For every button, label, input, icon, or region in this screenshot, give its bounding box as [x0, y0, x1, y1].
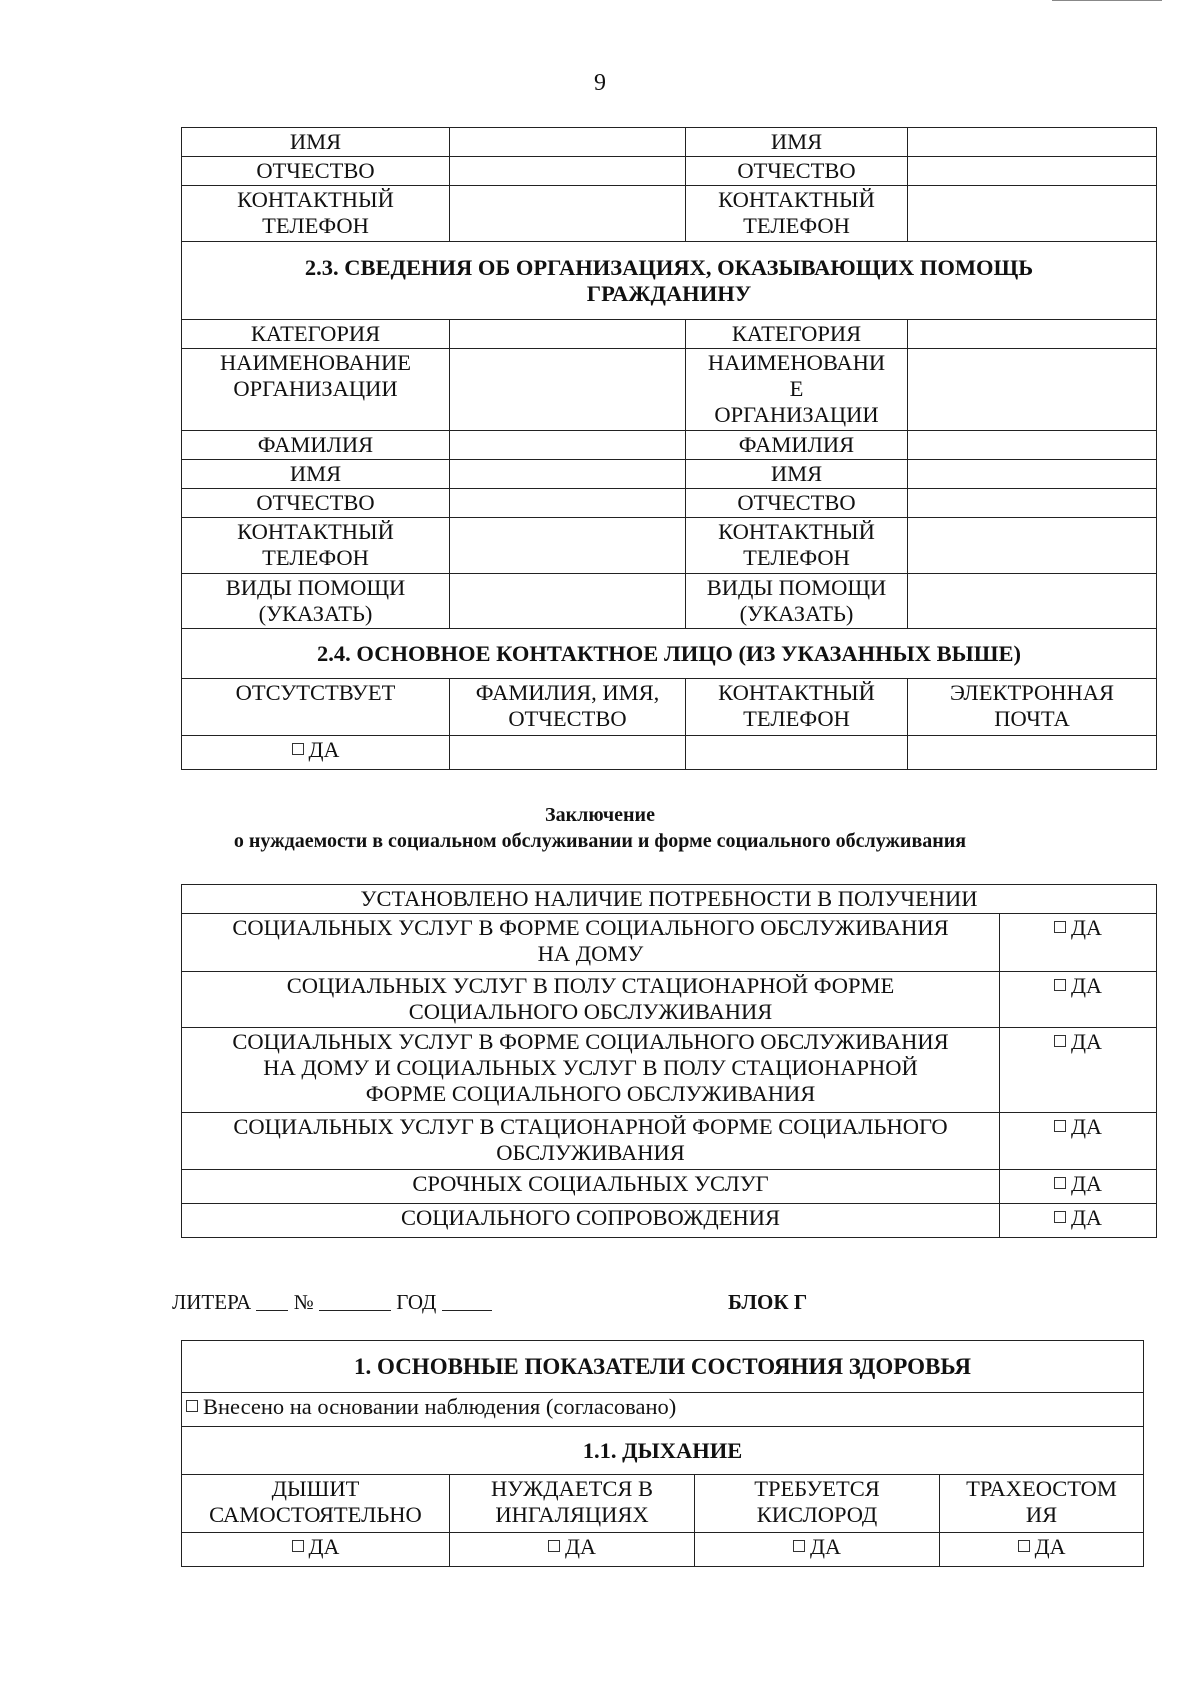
checkbox-icon — [548, 1540, 560, 1552]
service-label: СОЦИАЛЬНЫХ УСЛУГ В ФОРМЕ СОЦИАЛЬНОГО ОБСЛУЖИВАНИЯ НА ДОМУ И СОЦИАЛЬНЫХ УСЛУГ В ПОЛУ СТАЦИОНАРНОЙ ФОРМЕ СОЦИАЛЬНОГО ОБСЛУЖИВАНИЯ — [182, 1028, 1000, 1113]
phone-field[interactable] — [908, 518, 1157, 574]
table-row — [182, 914, 1157, 972]
table-row — [182, 1028, 1157, 1113]
name-field[interactable] — [450, 460, 686, 489]
service-label: СРОЧНЫХ СОЦИАЛЬНЫХ УСЛУГ — [182, 1170, 1000, 1204]
tracheostomy-header: ТРАХЕОСТОМ ИЯ — [940, 1475, 1144, 1533]
number-label: № — [293, 1290, 314, 1314]
surname-field[interactable] — [450, 431, 686, 460]
category-field[interactable] — [908, 320, 1157, 349]
phone-field[interactable] — [908, 186, 1157, 242]
needs-inhalation-header: НУЖДАЕТСЯ В ИНГАЛЯЦИЯХ — [450, 1475, 695, 1533]
litera-label: ЛИТЕРА — [172, 1290, 252, 1314]
litera-field[interactable] — [256, 1290, 288, 1311]
health-table — [181, 1340, 1144, 1567]
checkbox-icon — [1054, 1211, 1066, 1223]
table-row — [182, 1475, 1144, 1533]
table-row — [182, 1170, 1157, 1204]
phone-header: КОНТАКТНЫЙ ТЕЛЕФОН — [686, 679, 908, 736]
checkbox-icon — [292, 743, 304, 755]
name-label: ИМЯ — [686, 460, 908, 489]
name-field[interactable] — [908, 460, 1157, 489]
breathes-independently-header: ДЫШИТ САМОСТОЯТЕЛЬНО — [182, 1475, 450, 1533]
table-row — [182, 736, 1157, 770]
fio-header: ФАМИЛИЯ, ИМЯ, ОТЧЕСТВО — [450, 679, 686, 736]
patronymic-field[interactable] — [450, 489, 686, 518]
conclusion-heading — [0, 802, 1200, 854]
yes-checkbox[interactable]: ДА — [450, 1533, 695, 1567]
table-row — [182, 320, 1157, 349]
org-name-field[interactable] — [908, 349, 1157, 431]
org-name-label: НАИМЕНОВАНИЕ ОРГАНИЗАЦИИ — [182, 349, 450, 431]
service-label: СОЦИАЛЬНЫХ УСЛУГ В ПОЛУ СТАЦИОНАРНОЙ ФОРМЕ СОЦИАЛЬНОГО ОБСЛУЖИВАНИЯ — [182, 972, 1000, 1028]
yes-checkbox[interactable]: ДА — [182, 1533, 450, 1567]
phone-field[interactable] — [686, 736, 908, 770]
patronymic-label: ОТЧЕСТВО — [182, 157, 450, 186]
phone-label: КОНТАКТНЫЙ ТЕЛЕФОН — [686, 186, 908, 242]
year-label: ГОД — [396, 1290, 437, 1314]
contacts-table — [181, 127, 1157, 770]
patronymic-label: ОТЧЕСТВО — [686, 157, 908, 186]
table-row — [182, 1533, 1144, 1567]
table-row — [182, 518, 1157, 574]
table-row — [182, 679, 1157, 736]
table-row — [182, 460, 1157, 489]
table-row — [182, 1427, 1144, 1475]
patronymic-field[interactable] — [908, 157, 1157, 186]
breathing-heading: 1.1. ДЫХАНИЕ — [182, 1427, 1144, 1475]
table-row — [182, 1341, 1144, 1393]
table-row — [182, 242, 1157, 320]
observation-checkbox[interactable]: Внесено на основании наблюдения (согласовано) — [182, 1393, 1144, 1427]
table-row — [182, 186, 1157, 242]
help-types-field[interactable] — [908, 574, 1157, 629]
table-row — [182, 629, 1157, 679]
surname-field[interactable] — [908, 431, 1157, 460]
litera-line — [172, 1290, 492, 1315]
conclusion-subtitle: о нуждаемости в социальном обслуживании и форме социального обслуживания — [233, 830, 967, 852]
checkbox-icon — [1054, 1120, 1066, 1132]
org-name-field[interactable] — [450, 349, 686, 431]
needs-table — [181, 884, 1157, 1238]
help-types-label: ВИДЫ ПОМОЩИ (УКАЗАТЬ) — [686, 574, 908, 629]
conclusion-title: Заключение — [545, 804, 655, 826]
table-row — [182, 489, 1157, 518]
help-types-field[interactable] — [450, 574, 686, 629]
surname-label: ФАМИЛИЯ — [182, 431, 450, 460]
table-row — [182, 574, 1157, 629]
name-label: ИМЯ — [686, 128, 908, 157]
phone-label: КОНТАКТНЫЙ ТЕЛЕФОН — [182, 186, 450, 242]
service-label: СОЦИАЛЬНОГО СОПРОВОЖДЕНИЯ — [182, 1204, 1000, 1238]
section-heading-2-3: 2.3. СВЕДЕНИЯ ОБ ОРГАНИЗАЦИЯХ, ОКАЗЫВАЮЩИХ ПОМОЩЬ ГРАЖДАНИНУ — [182, 242, 1157, 320]
checkbox-icon — [1054, 1177, 1066, 1189]
checkbox-icon — [186, 1400, 198, 1412]
yes-checkbox[interactable]: ДА — [1000, 1113, 1157, 1170]
name-label: ИМЯ — [182, 460, 450, 489]
email-header: ЭЛЕКТРОННАЯ ПОЧТА — [908, 679, 1157, 736]
checkbox-icon — [292, 1540, 304, 1552]
email-field[interactable] — [908, 736, 1157, 770]
absent-header: ОТСУТСТВУЕТ — [182, 679, 450, 736]
checkbox-icon — [1054, 921, 1066, 933]
help-types-label: ВИДЫ ПОМОЩИ (УКАЗАТЬ) — [182, 574, 450, 629]
org-name-label: НАИМЕНОВАНИ Е ОРГАНИЗАЦИИ — [686, 349, 908, 431]
yes-checkbox[interactable]: ДА — [1000, 914, 1157, 972]
absent-yes-checkbox[interactable]: ДА — [182, 736, 450, 770]
category-label: КАТЕГОРИЯ — [686, 320, 908, 349]
table-row — [182, 885, 1157, 914]
checkbox-icon — [1054, 1035, 1066, 1047]
phone-field[interactable] — [450, 518, 686, 574]
needs-oxygen-header: ТРЕБУЕТСЯ КИСЛОРОД — [695, 1475, 940, 1533]
year-field[interactable] — [442, 1290, 492, 1311]
name-label: ИМЯ — [182, 128, 450, 157]
category-field[interactable] — [450, 320, 686, 349]
page-number: 9 — [594, 70, 606, 96]
table-row — [182, 128, 1157, 157]
patronymic-field[interactable] — [450, 157, 686, 186]
surname-label: ФАМИЛИЯ — [686, 431, 908, 460]
page-edge-mark — [1052, 0, 1162, 2]
checkbox-icon — [1054, 979, 1066, 991]
name-field[interactable] — [908, 128, 1157, 157]
table-row — [182, 972, 1157, 1028]
checkbox-icon — [1018, 1540, 1030, 1552]
yes-checkbox[interactable]: ДА — [1000, 1170, 1157, 1204]
category-label: КАТЕГОРИЯ — [182, 320, 450, 349]
yes-checkbox[interactable]: ДА — [695, 1533, 940, 1567]
needs-header: УСТАНОВЛЕНО НАЛИЧИЕ ПОТРЕБНОСТИ В ПОЛУЧЕНИИ — [182, 885, 1157, 914]
name-field[interactable] — [450, 128, 686, 157]
table-row — [182, 431, 1157, 460]
table-row — [182, 157, 1157, 186]
yes-checkbox[interactable]: ДА — [1000, 1204, 1157, 1238]
patronymic-field[interactable] — [908, 489, 1157, 518]
table-row — [182, 349, 1157, 431]
phone-label: КОНТАКТНЫЙ ТЕЛЕФОН — [182, 518, 450, 574]
yes-checkbox[interactable]: ДА — [1000, 1028, 1157, 1113]
table-row — [182, 1204, 1157, 1238]
block-label: БЛОК Г — [728, 1290, 808, 1314]
section-heading-2-4: 2.4. ОСНОВНОЕ КОНТАКТНОЕ ЛИЦО (ИЗ УКАЗАННЫХ ВЫШЕ) — [182, 629, 1157, 679]
table-row — [182, 1393, 1144, 1427]
checkbox-icon — [793, 1540, 805, 1552]
patronymic-label: ОТЧЕСТВО — [686, 489, 908, 518]
service-label: СОЦИАЛЬНЫХ УСЛУГ В СТАЦИОНАРНОЙ ФОРМЕ СОЦИАЛЬНОГО ОБСЛУЖИВАНИЯ — [182, 1113, 1000, 1170]
yes-checkbox[interactable]: ДА — [1000, 972, 1157, 1028]
patronymic-label: ОТЧЕСТВО — [182, 489, 450, 518]
table-row — [182, 1113, 1157, 1170]
number-field[interactable] — [319, 1290, 391, 1311]
phone-label: КОНТАКТНЫЙ ТЕЛЕФОН — [686, 518, 908, 574]
service-label: СОЦИАЛЬНЫХ УСЛУГ В ФОРМЕ СОЦИАЛЬНОГО ОБСЛУЖИВАНИЯ НА ДОМУ — [182, 914, 1000, 972]
phone-field[interactable] — [450, 186, 686, 242]
fio-field[interactable] — [450, 736, 686, 770]
yes-checkbox[interactable]: ДА — [940, 1533, 1144, 1567]
health-section-title: 1. ОСНОВНЫЕ ПОКАЗАТЕЛИ СОСТОЯНИЯ ЗДОРОВЬЯ — [182, 1341, 1144, 1393]
